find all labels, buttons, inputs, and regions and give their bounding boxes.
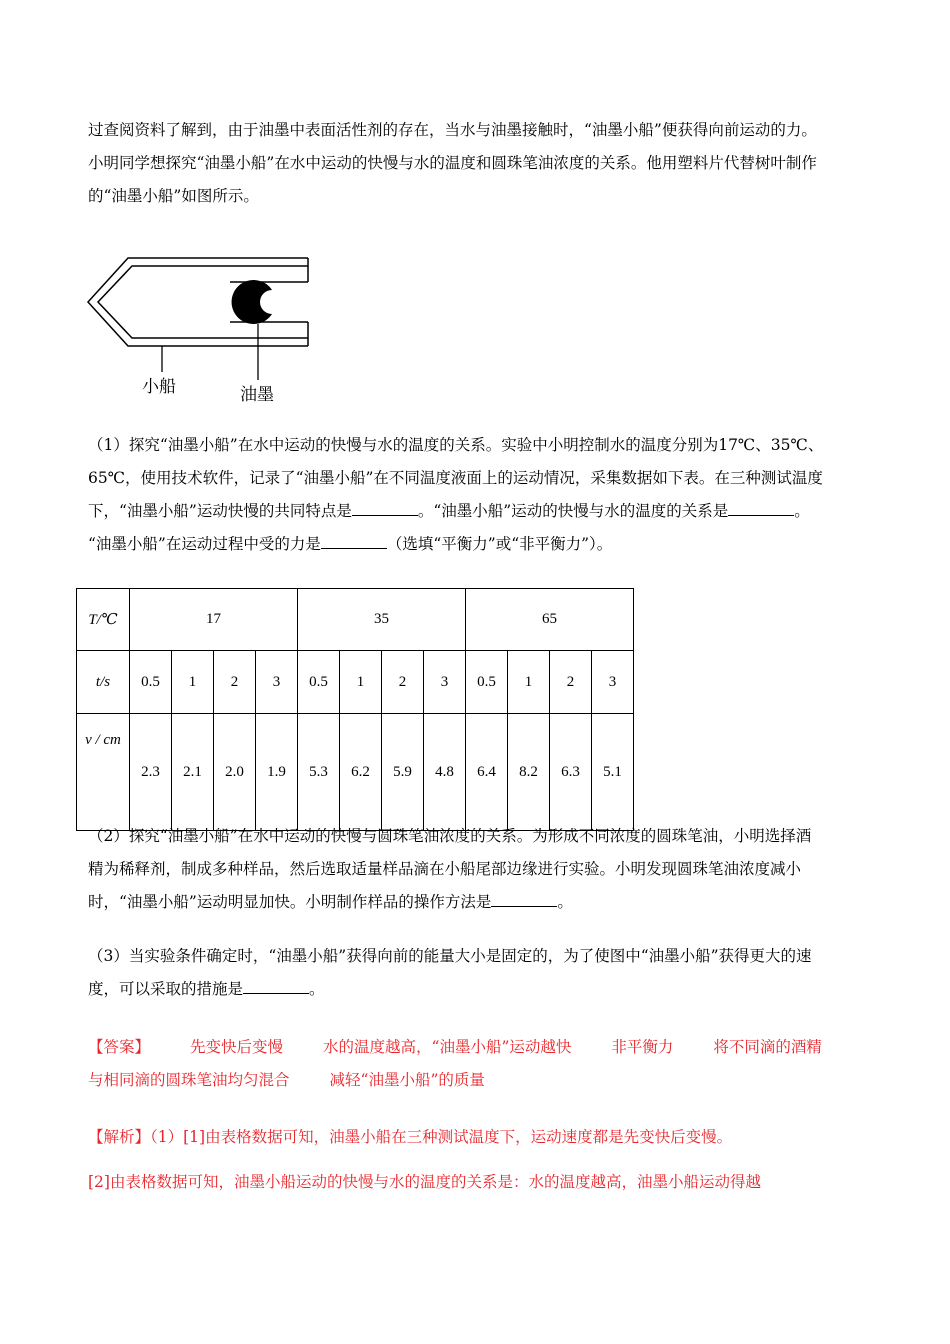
speed-cell: 2.0 xyxy=(214,714,256,831)
q2-line-2: 精为稀释剂，制成多种样品，然后选取适量样品滴在小船尾部边缘进行实验。小明发现圆珠笔油浓度减小 xyxy=(88,860,802,878)
header-temperature: T/℃ xyxy=(77,589,130,651)
q3-line-2b: 。 xyxy=(309,980,325,998)
boat-inner-outline xyxy=(98,266,308,338)
q1-line-3b: 。“油墨小船”运动的快慢与水的温度的关系是 xyxy=(417,502,729,520)
question-3 xyxy=(88,940,868,1006)
question-1 xyxy=(88,429,868,561)
table-row-time xyxy=(77,651,634,714)
time-cell: 3 xyxy=(592,651,634,714)
answer-blank-1 xyxy=(352,501,418,516)
answer-5: 减轻“油墨小船”的质量 xyxy=(329,1071,485,1089)
analysis-section xyxy=(88,1121,868,1154)
time-cell: 0.5 xyxy=(466,651,508,714)
intro-line-1: 过查阅资料了解到，由于油墨中表面活性剂的存在，当水与油墨接触时，“油墨小船”便获得向前运动的力。 xyxy=(88,121,817,139)
answer-4b: 与相同滴的圆珠笔油均匀混合 xyxy=(88,1071,290,1089)
time-cell: 2 xyxy=(550,651,592,714)
intro-line-2: 小明同学想探究“油墨小船”在水中运动的快慢与水的温度和圆珠笔油浓度的关系。他用塑料片代替树叶制作 xyxy=(88,154,817,172)
time-cell: 3 xyxy=(256,651,298,714)
speed-cell: 1.9 xyxy=(256,714,298,831)
q1-line-1: （1）探究“油墨小船”在水中运动的快慢与水的温度的关系。实验中小明控制水的温度分别为17℃、35℃、 xyxy=(88,436,824,454)
analysis-continued xyxy=(88,1166,868,1199)
header-time: t/s xyxy=(77,651,130,714)
speed-cell: 2.3 xyxy=(130,714,172,831)
answer-blank-3 xyxy=(321,534,387,549)
speed-cell: 6.4 xyxy=(466,714,508,831)
q2-line-3a: 时，“油墨小船”运动明显加快。小明制作样品的操作方法是 xyxy=(88,893,492,911)
boat-outer-outline xyxy=(88,258,308,346)
answer-blank-5 xyxy=(243,979,309,994)
header-speed: v / cm xyxy=(77,714,130,831)
analysis-line-1: （1）[1]由表格数据可知，油墨小船在三种测试温度下，运动速度都是先变快后变慢。 xyxy=(150,1128,733,1146)
boat-diagram xyxy=(80,240,340,410)
speed-cell: 5.1 xyxy=(592,714,634,831)
time-cell: 3 xyxy=(424,651,466,714)
table-row-speed xyxy=(77,714,634,831)
temp-cell: 65 xyxy=(466,589,634,651)
time-cell: 1 xyxy=(340,651,382,714)
q2-line-3b: 。 xyxy=(557,893,573,911)
temp-cell: 35 xyxy=(298,589,466,651)
analysis-tag: 【解析】 xyxy=(88,1128,151,1146)
speed-cell: 5.3 xyxy=(298,714,340,831)
time-cell: 2 xyxy=(214,651,256,714)
analysis-line-2: [2]由表格数据可知，油墨小船运动的快慢与水的温度的关系是：水的温度越高，油墨小船运动得越 xyxy=(88,1173,761,1191)
answer-section xyxy=(88,1031,868,1097)
answer-2: 水的温度越高，“油墨小船”运动越快 xyxy=(323,1038,572,1056)
answer-blank-2 xyxy=(728,501,794,516)
q1-line-4b: （选填“平衡力”或“非平衡力”）。 xyxy=(386,535,613,553)
ink-label: 油墨 xyxy=(240,385,274,405)
speed-cell: 2.1 xyxy=(172,714,214,831)
time-cell: 2 xyxy=(382,651,424,714)
time-cell: 1 xyxy=(172,651,214,714)
speed-cell: 6.3 xyxy=(550,714,592,831)
q1-line-4a: “油墨小船”在运动过程中受的力是 xyxy=(88,535,321,553)
ink-blob xyxy=(232,280,272,324)
q1-line-2: 65℃，使用技术软件，记录了“油墨小船”在不同温度液面上的运动情况，采集数据如下表。在三种测试温度 xyxy=(88,469,823,487)
data-table xyxy=(76,588,634,831)
q3-line-1: （3）当实验条件确定时，“油墨小船”获得向前的能量大小是固定的，为了使图中“油墨小船”获得更大的速 xyxy=(88,947,812,965)
speed-cell: 5.9 xyxy=(382,714,424,831)
time-cell: 1 xyxy=(508,651,550,714)
table-row-temperature xyxy=(77,589,634,651)
intro-line-3: 的“油墨小船”如图所示。 xyxy=(88,187,259,205)
q2-line-1: （2）探究“油墨小船”在水中运动的快慢与圆珠笔油浓度的关系。为形成不同浓度的圆珠笔油，小明选择酒 xyxy=(88,827,812,845)
intro-paragraph xyxy=(88,114,868,213)
q3-line-2a: 度，可以采取的措施是 xyxy=(88,980,244,998)
q1-line-3a: 下，“油墨小船”运动快慢的共同特点是 xyxy=(88,502,352,520)
q1-line-3c: 。 xyxy=(794,502,810,520)
speed-cell: 4.8 xyxy=(424,714,466,831)
speed-cell: 6.2 xyxy=(340,714,382,831)
question-2 xyxy=(88,820,868,919)
boat-label: 小船 xyxy=(142,377,176,397)
answer-blank-4 xyxy=(491,892,557,907)
answer-1: 先变快后变慢 xyxy=(190,1038,284,1056)
answer-tag: 【答案】 xyxy=(88,1038,151,1056)
time-cell: 0.5 xyxy=(298,651,340,714)
answer-4a: 将不同滴的酒精 xyxy=(713,1038,822,1056)
answer-3: 非平衡力 xyxy=(611,1038,674,1056)
time-cell: 0.5 xyxy=(130,651,172,714)
speed-cell: 8.2 xyxy=(508,714,550,831)
temp-cell: 17 xyxy=(130,589,298,651)
ink-boat-figure xyxy=(80,240,340,410)
